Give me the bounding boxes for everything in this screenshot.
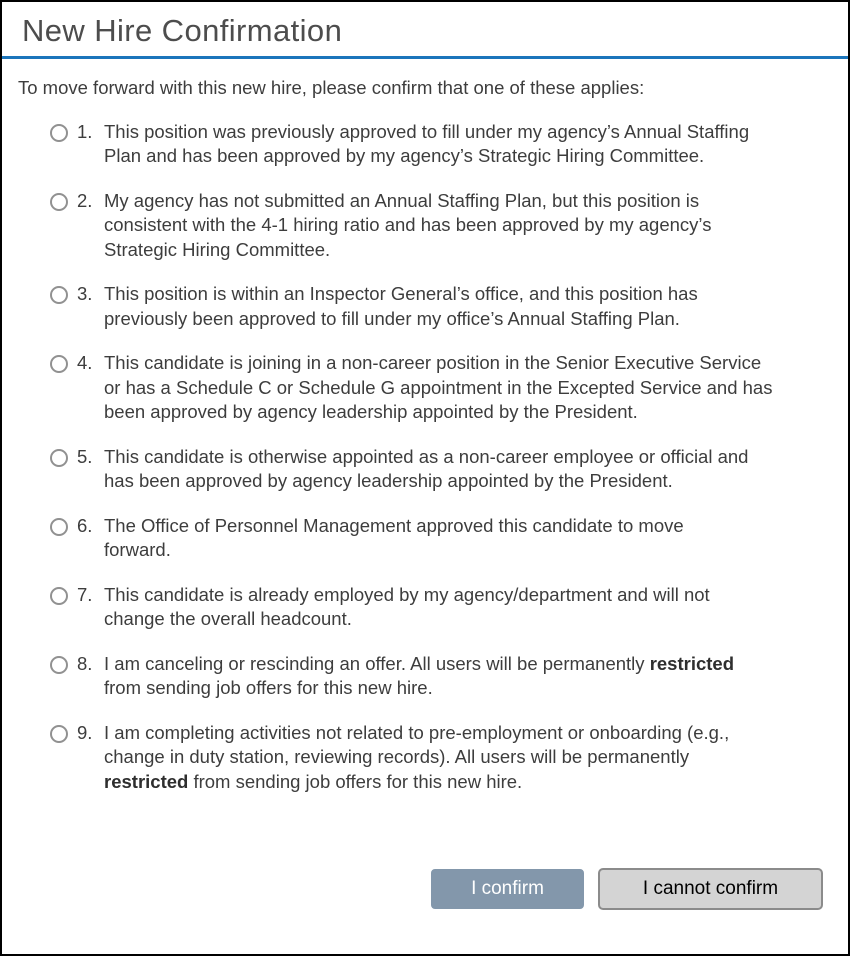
confirmation-option bbox=[50, 721, 824, 795]
options-list bbox=[18, 120, 824, 795]
option-text: This position is within an Inspector General’s office, and this position has previously been approved to fill under my office’s Annual Staffing Plan. bbox=[104, 283, 698, 329]
radio-button[interactable] bbox=[50, 656, 68, 674]
confirmation-option bbox=[50, 652, 824, 701]
dialog-body bbox=[2, 59, 848, 794]
confirmation-option bbox=[50, 351, 824, 425]
option-text: This candidate is already employed by my agency/department and will not change the overall headcount. bbox=[104, 583, 710, 629]
option-text: This candidate is otherwise appointed as a non-career employee or official and has been approved by agency leadership appointed by the President. bbox=[104, 445, 749, 491]
confirm-button[interactable]: I confirm bbox=[431, 869, 584, 909]
option-text: My agency has not submitted an Annual Staffing Plan, but this position is consistent with the 4-1 hiring ratio and has been approved by my agency’s Strategic Hiring Committee. bbox=[104, 189, 712, 260]
radio-button[interactable] bbox=[50, 355, 68, 373]
option-text: The Office of Personnel Management approved this candidate to move forward. bbox=[104, 514, 684, 560]
confirmation-option bbox=[50, 189, 824, 263]
radio-button[interactable] bbox=[50, 587, 68, 605]
option-number: 1. bbox=[77, 120, 93, 142]
option-number: 7. bbox=[77, 583, 93, 605]
option-text: I am completing activities not related to pre-employment or onboarding (e.g., change in duty station, reviewing records). All users will be permanently restricted from sending job offers for this new hire. bbox=[104, 721, 730, 792]
dialog-footer bbox=[2, 868, 848, 910]
dialog-header bbox=[2, 2, 848, 56]
radio-button[interactable] bbox=[50, 725, 68, 743]
option-text: I am canceling or rescinding an offer. All users will be permanently restricted from sending job offers for this new hire. bbox=[104, 652, 735, 698]
option-number: 9. bbox=[77, 721, 93, 743]
radio-button[interactable] bbox=[50, 286, 68, 304]
confirmation-option bbox=[50, 514, 824, 563]
radio-button[interactable] bbox=[50, 193, 68, 211]
option-number: 6. bbox=[77, 514, 93, 536]
option-number: 4. bbox=[77, 352, 93, 373]
confirmation-option bbox=[50, 120, 824, 169]
option-text: This candidate is joining in a non-career position in the Senior Executive Service or has a Schedule C or Schedule G appointment in the Excepted Service and has been approved by agency leadership appointed by the President. bbox=[104, 352, 773, 422]
intro-text: To move forward with this new hire, please confirm that one of these applies: bbox=[18, 77, 645, 98]
dialog-title: New Hire Confirmation bbox=[22, 13, 343, 48]
confirmation-option bbox=[50, 282, 824, 331]
cannot-confirm-button[interactable]: I cannot confirm bbox=[598, 868, 823, 910]
option-text: This position was previously approved to fill under my agency’s Annual Staffing Plan and has been approved by my agency’s Strategic Hiring Committee. bbox=[104, 120, 750, 166]
option-number: 5. bbox=[77, 445, 93, 467]
radio-button[interactable] bbox=[50, 124, 68, 142]
confirmation-option bbox=[50, 445, 824, 494]
radio-button[interactable] bbox=[50, 518, 68, 536]
confirmation-option bbox=[50, 583, 824, 632]
option-number: 8. bbox=[77, 652, 93, 674]
radio-button[interactable] bbox=[50, 449, 68, 467]
option-number: 3. bbox=[77, 283, 93, 304]
option-number: 2. bbox=[77, 189, 93, 211]
